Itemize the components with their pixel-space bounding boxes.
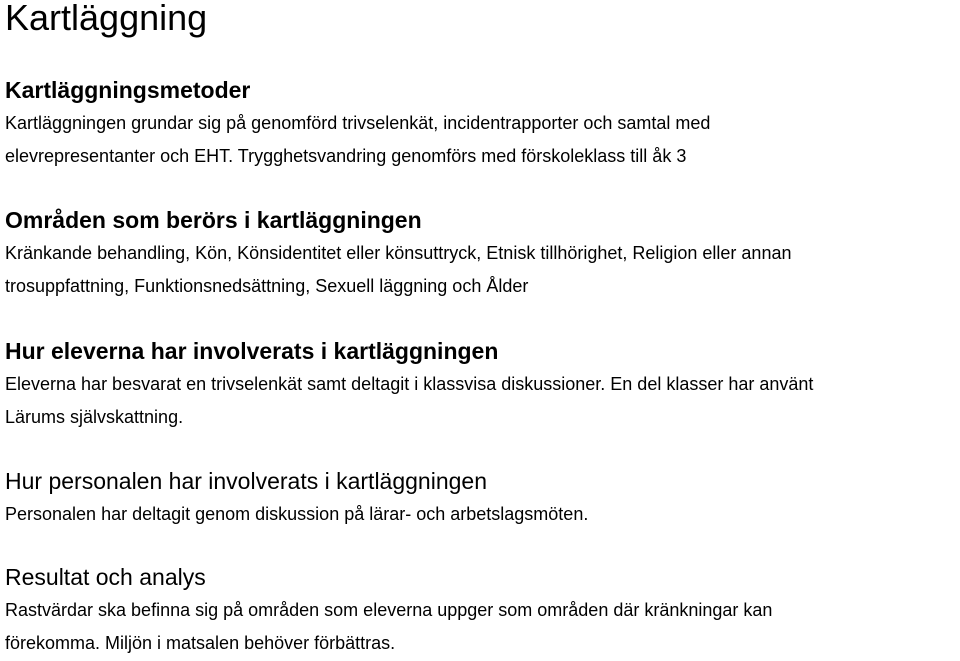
paragraph-line: Kränkande behandling, Kön, Könsidentitet eller könsuttryck, Etnisk tillhörighet, Religion eller annan <box>5 243 792 263</box>
section-resultat-och-analys <box>5 562 957 660</box>
paragraph-line: Lärums självskattning. <box>5 407 184 427</box>
paragraph-line: förekomma. Miljön i matsalen behöver förbättras. <box>5 633 396 653</box>
paragraph-line: Eleverna har besvarat en trivselenkät samt deltagit i klassvisa diskussioner. En del klasser har använt <box>5 374 814 394</box>
section-heading: Resultat och analys <box>5 564 206 590</box>
section-paragraph <box>5 107 957 173</box>
section-heading: Områden som berörs i kartläggningen <box>5 207 422 233</box>
section-paragraph <box>5 498 957 531</box>
paragraph-line: Rastvärdar ska befinna sig på områden som eleverna uppger som områden där kränkningar kan <box>5 600 773 620</box>
section-paragraph <box>5 237 957 303</box>
section-kartlaggningsmetoder <box>5 75 957 173</box>
section-elever-involverade <box>5 336 957 434</box>
section-omraden <box>5 205 957 303</box>
section-heading: Kartläggningsmetoder <box>5 77 251 103</box>
paragraph-line: elevrepresentanter och EHT. Trygghetsvandring genomförs med förskoleklass till åk 3 <box>5 146 687 166</box>
section-personal-involverad <box>5 466 957 531</box>
section-paragraph <box>5 368 957 434</box>
page-title: Kartläggning <box>5 0 208 38</box>
paragraph-line: Personalen har deltagit genom diskussion på lärar- och arbetslagsmöten. <box>5 504 589 524</box>
paragraph-line: trosuppfattning, Funktionsnedsättning, Sexuell läggning och Ålder <box>5 276 529 296</box>
section-heading: Hur personalen har involverats i kartläggningen <box>5 468 488 494</box>
section-heading: Hur eleverna har involverats i kartläggningen <box>5 338 499 364</box>
paragraph-line: Kartläggningen grundar sig på genomförd trivselenkät, incidentrapporter och samtal med <box>5 113 711 133</box>
section-paragraph <box>5 594 957 660</box>
